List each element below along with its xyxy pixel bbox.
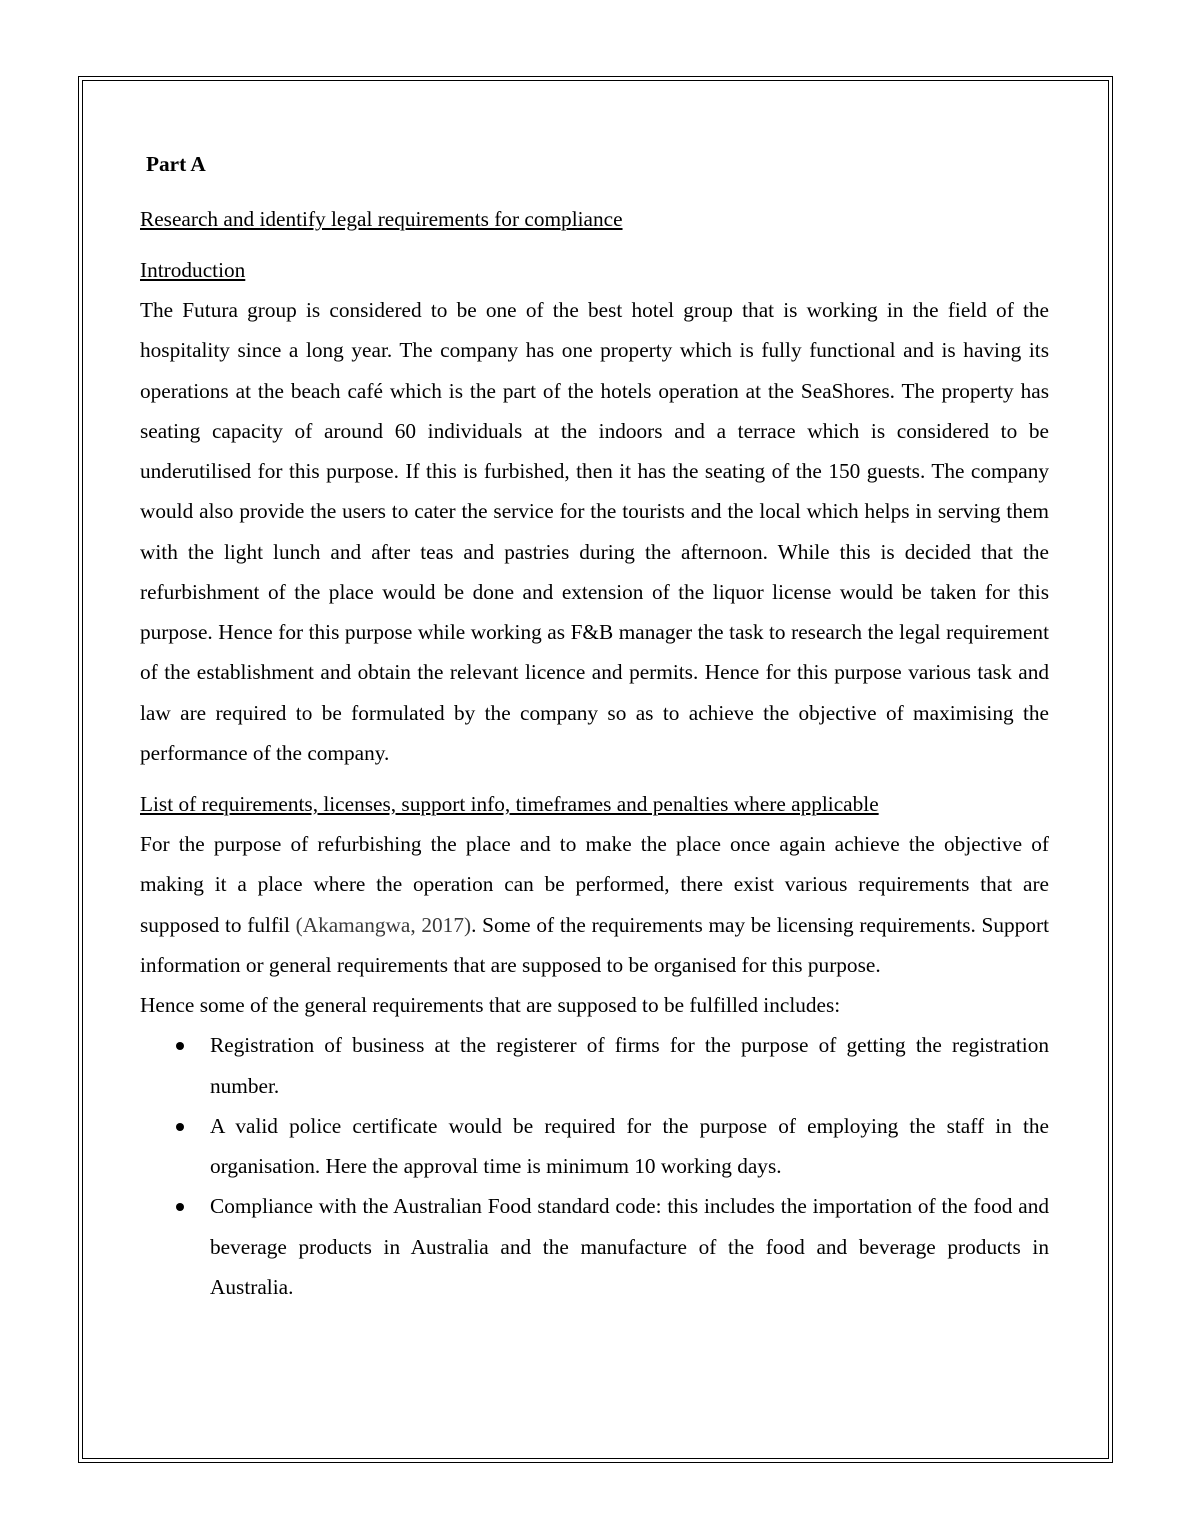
requirements-bullet-list bbox=[140, 1025, 1049, 1307]
list-item-text: A valid police certificate would be required for the purpose of employing the staff in the organisation. Here the approval time is minimum 10 working days. bbox=[210, 1113, 1049, 1178]
requirements-text-start: For the purpose of refurbishing the place and to make the place once again achieve the objective of making it a place where the operation can be performed, there exist various requirements that are supposed to fulfil bbox=[140, 832, 1049, 937]
part-title: Part A bbox=[146, 152, 206, 176]
bullet-icon bbox=[176, 1123, 184, 1131]
list-item bbox=[140, 1186, 1049, 1307]
heading-requirements-list: List of requirements, licenses, support info, timeframes and penalties where applicable bbox=[140, 792, 879, 816]
general-requirements-intro: Hence some of the general requirements that are supposed to be fulfilled includes: bbox=[140, 993, 841, 1017]
bullet-icon bbox=[176, 1203, 184, 1211]
heading-research: Research and identify legal requirements for compliance bbox=[140, 207, 623, 231]
bullet-icon bbox=[176, 1042, 184, 1050]
requirements-text-end: . Some of the requirements may be licensing requirements. Support information or general requirements that are supposed to be organised for this purpose. bbox=[140, 912, 1049, 977]
document-body bbox=[140, 148, 1049, 1307]
list-item bbox=[140, 1106, 1049, 1187]
list-item bbox=[140, 1025, 1049, 1106]
list-item-text: Registration of business at the registerer of firms for the purpose of getting the registration number. bbox=[210, 1033, 1049, 1098]
citation: (Akamangwa, 2017) bbox=[295, 912, 472, 937]
list-item-text: Compliance with the Australian Food standard code: this includes the importation of the food and beverage products in Australia and the manufacture of the food and beverage products in Australia. bbox=[210, 1194, 1049, 1299]
heading-introduction: Introduction bbox=[140, 258, 246, 282]
requirements-paragraph bbox=[140, 824, 1049, 985]
intro-paragraph: The Futura group is considered to be one of the best hotel group that is working in the field of the hospitality since a long year. The company has one property which is fully functional and is having its operations at the beach café which is the part of the hotels operation at the SeaShores. The property has seating capacity of around 60 individuals at the indoors and a terrace which is considered to be underutilised for this purpose. If this is furbished, then it has the seating of the 150 guests. The company would also provide the users to cater the service for the tourists and the local which helps in serving them with the light lunch and after teas and pastries during the afternoon. While this is decided that the refurbishment of the place would be done and extension of the liquor license would be taken for this purpose. Hence for this purpose while working as F&B manager the task to research the legal requirement of the establishment and obtain the relevant licence and permits. Hence for this purpose various task and law are required to be formulated by the company so as to achieve the objective of maximising the performance of the company. bbox=[140, 298, 1049, 765]
